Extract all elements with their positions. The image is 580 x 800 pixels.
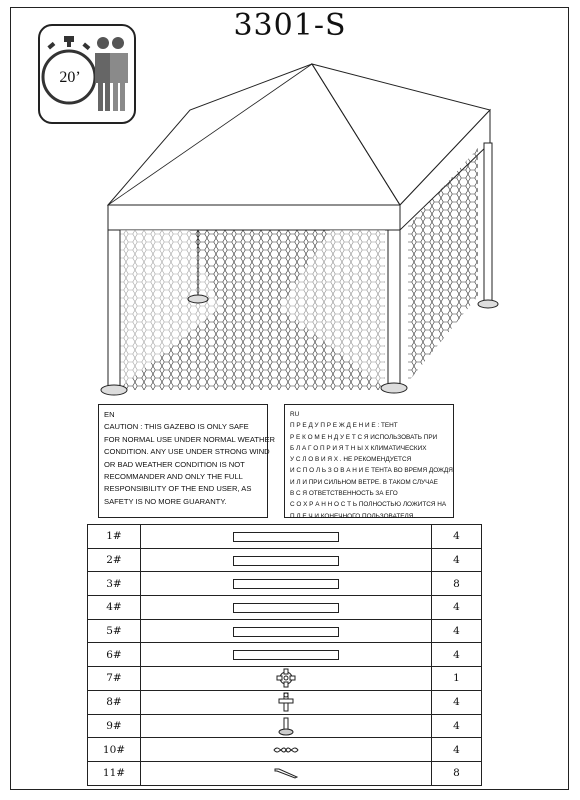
part-quantity: 4 [432,690,482,714]
notice-line: FOR NORMAL USE UNDER NORMAL WEATHER [104,434,276,444]
part-image [141,761,432,785]
foot-plate-icon [276,716,296,736]
caution-notice-ru [284,404,454,518]
part-number: 7# [88,667,141,691]
part-number: 10# [88,738,141,762]
table-row [88,761,482,785]
notice-line: CONDITION. ANY USE UNDER STRONG WIND [104,447,270,457]
table-row [88,690,482,714]
part-quantity: 8 [432,761,482,785]
table-row [88,619,482,643]
part-image [141,714,432,738]
part-number: 2# [88,548,141,572]
table-row [88,525,482,549]
setup-time-text: 20’ [59,69,81,86]
peg-icon [271,766,301,780]
part-number: 9# [88,714,141,738]
part-number: 6# [88,643,141,667]
pole-bar-icon [233,650,339,660]
part-image [141,690,432,714]
pole-bar-icon [233,532,339,542]
part-image [141,619,432,643]
part-quantity: 4 [432,714,482,738]
part-number: 1# [88,525,141,549]
part-number: 11# [88,761,141,785]
notice-line: П Л Е Ч И КОНЕЧНОГО ПОЛЬЗОВАТЕЛЯ. [290,512,416,520]
part-quantity: 4 [432,596,482,620]
pole-bar-icon [233,556,339,566]
top-connector-icon [275,668,297,688]
notice-line: С О Х Р А Н Н О С Т Ь ПОЛНОСТЬЮ ЛОЖИТСЯ НА [290,501,447,509]
part-number: 4# [88,596,141,620]
part-image [141,643,432,667]
part-number: 8# [88,690,141,714]
notice-line: Б Л А Г О П Р И Я Т Н Ы Х КЛИМАТИЧЕСКИХ [290,444,427,452]
notice-line: Р Е К О М Е Н Д У Е Т С Я ИСПОЛЬЗОВАТЬ ПРИ [290,433,438,441]
table-row [88,738,482,762]
notice-line: И С П О Л Ь З О В А Н И Е ТЕНТА ВО ВРЕМЯ ДОЖДЯ [290,467,453,475]
notice-line: И Л И ПРИ СИЛЬНОМ ВЕТРЕ. В ТАКОМ СЛУЧАЕ [290,478,438,486]
part-quantity: 8 [432,572,482,596]
part-image [141,572,432,596]
notice-line: RESPONSIBILITY OF THE END USER, AS [104,484,252,494]
part-image [141,548,432,572]
part-image [141,525,432,549]
part-quantity: 4 [432,738,482,762]
part-quantity: 4 [432,548,482,572]
part-quantity: 1 [432,667,482,691]
pole-bar-icon [233,627,339,637]
notice-line: RECOMMANDER AND ONLY THE FULL [104,472,243,482]
notice-lang-ru: RU [290,411,300,418]
notice-line: П Р Е Д У П Р Е Ж Д Е Н И Е : ТЕНТ [290,422,398,430]
rope-icon [271,743,301,757]
part-image [141,738,432,762]
notice-lang-en: EN [104,410,115,419]
part-quantity: 4 [432,525,482,549]
table-row [88,643,482,667]
part-image [141,596,432,620]
parts-list-table [87,524,482,786]
table-row [88,667,482,691]
table-row [88,548,482,572]
caution-notice-en [98,404,276,518]
part-quantity: 4 [432,619,482,643]
part-image [141,667,432,691]
notice-line: В С Я ОТВЕТСТВЕННОСТЬ ЗА ЕГО [290,490,398,498]
notice-line: SAFETY IS NO MORE GUARANTY. [104,496,227,506]
table-row [88,596,482,620]
notice-line: У С Л О В И Я Х . НЕ РЕКОМЕНДУЕТСЯ [290,456,412,464]
table-row [88,572,482,596]
part-quantity: 4 [432,643,482,667]
table-row [88,714,482,738]
pole-bar-icon [233,579,339,589]
part-number: 3# [88,572,141,596]
gazebo-illustration [90,58,510,404]
model-title: 3301-S [233,8,347,43]
pole-bar-icon [233,603,339,613]
cross-connector-icon [276,692,296,712]
notice-line: CAUTION : THIS GAZEBO IS ONLY SAFE [104,422,249,432]
part-number: 5# [88,619,141,643]
notice-line: OR BAD WEATHER CONDITION IS NOT [104,459,245,469]
